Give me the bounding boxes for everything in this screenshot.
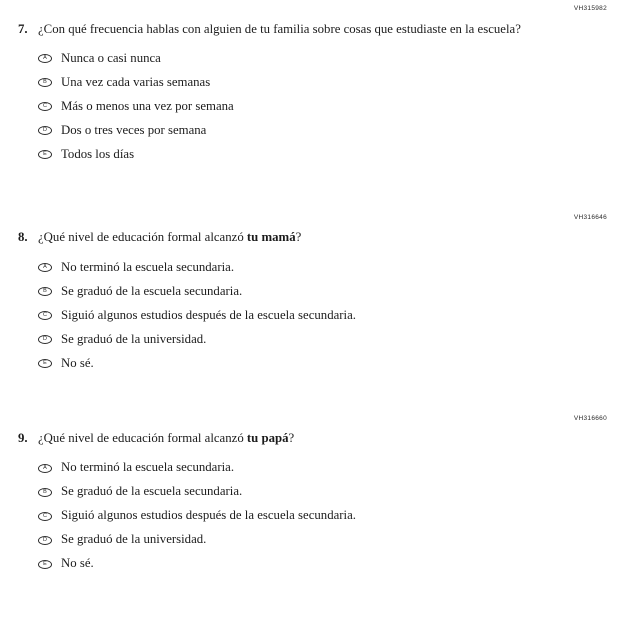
answer-oval-icon[interactable]: D: [38, 536, 52, 545]
option-label: Se graduó de la escuela secundaria.: [61, 484, 243, 499]
option-row[interactable]: [38, 332, 620, 348]
option-label: Todos los días: [61, 146, 135, 161]
option-row[interactable]: [38, 260, 620, 276]
option-row[interactable]: [38, 356, 620, 372]
question-text-main: ¿Qué nivel de educación formal alcanzó: [38, 230, 247, 245]
answer-oval-icon[interactable]: E: [38, 359, 52, 368]
answer-oval-icon[interactable]: A: [38, 54, 52, 63]
question-text-bold: tu papá: [246, 431, 289, 446]
question-text-bold: tu mamá: [246, 230, 296, 245]
answer-oval-icon[interactable]: A: [38, 263, 52, 272]
question-8: [0, 215, 620, 372]
option-label: No sé.: [61, 556, 94, 571]
answer-oval-icon[interactable]: D: [38, 126, 52, 135]
question-7: [0, 0, 620, 163]
option-row[interactable]: [38, 123, 620, 139]
answer-oval-icon[interactable]: C: [38, 512, 52, 521]
option-label: Siguió algunos estudios después de la escuela secundaria.: [61, 307, 356, 322]
question-number: 8.: [18, 230, 28, 245]
option-row[interactable]: [38, 75, 620, 91]
question-text: [38, 430, 294, 446]
answer-oval-icon[interactable]: E: [38, 150, 52, 159]
option-row[interactable]: [38, 99, 620, 115]
question-code: VH316660: [573, 414, 607, 422]
option-row[interactable]: [38, 508, 620, 524]
option-row[interactable]: [38, 147, 620, 163]
question-text: [38, 21, 521, 37]
question-text-suffix: ?: [288, 431, 295, 446]
question-heading: [0, 21, 620, 37]
option-label: No terminó la escuela secundaria.: [61, 460, 235, 475]
option-row[interactable]: [38, 51, 620, 67]
option-row[interactable]: [38, 532, 620, 548]
option-label: Se graduó de la universidad.: [61, 532, 207, 547]
question-text-main: ¿Con qué frecuencia hablas con alguien de tu familia sobre cosas que estudiaste en la escuela?: [38, 21, 521, 36]
option-label: Una vez cada varias semanas: [61, 74, 211, 89]
option-row[interactable]: [38, 484, 620, 500]
answer-oval-icon[interactable]: B: [38, 488, 52, 497]
question-code: VH315982: [573, 5, 607, 12]
question-code: VH316646: [573, 213, 607, 221]
option-label: Dos o tres veces por semana: [61, 122, 207, 137]
option-label: Más o menos una vez por semana: [61, 98, 234, 113]
question-number: 9.: [18, 431, 28, 446]
option-label: Se graduó de la universidad.: [61, 331, 207, 346]
answer-oval-icon[interactable]: B: [38, 78, 52, 87]
option-row[interactable]: [38, 308, 620, 324]
options-list: [0, 51, 620, 163]
option-label: No sé.: [61, 355, 94, 370]
question-9: [0, 416, 620, 573]
question-heading: [0, 229, 620, 245]
answer-oval-icon[interactable]: E: [38, 560, 52, 569]
question-heading: [0, 430, 620, 446]
answer-oval-icon[interactable]: B: [38, 287, 52, 296]
question-text: [38, 229, 301, 245]
answer-oval-icon[interactable]: A: [38, 464, 52, 473]
option-row[interactable]: [38, 460, 620, 476]
option-row[interactable]: [38, 284, 620, 300]
options-list: [0, 460, 620, 572]
option-label: Se graduó de la escuela secundaria.: [61, 283, 243, 298]
question-text-main: ¿Qué nivel de educación formal alcanzó: [38, 431, 247, 446]
option-label: Nunca o casi nunca: [61, 50, 161, 65]
option-label: Siguió algunos estudios después de la escuela secundaria.: [61, 508, 356, 523]
answer-oval-icon[interactable]: C: [38, 311, 52, 320]
question-number: 7.: [18, 21, 28, 36]
option-label: No terminó la escuela secundaria.: [61, 259, 235, 274]
question-text-suffix: ?: [295, 230, 302, 245]
options-list: [0, 260, 620, 372]
answer-oval-icon[interactable]: D: [38, 335, 52, 344]
answer-oval-icon[interactable]: C: [38, 102, 52, 111]
option-row[interactable]: [38, 556, 620, 572]
